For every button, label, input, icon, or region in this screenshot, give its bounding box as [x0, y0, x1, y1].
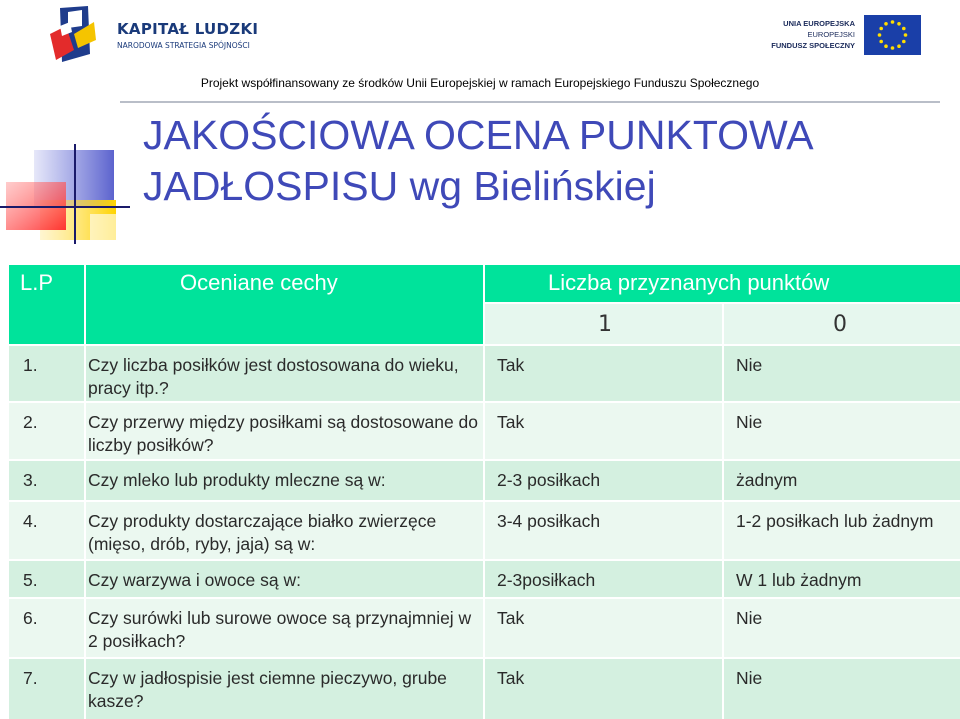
title-line-2: JADŁOSPISU wg Bielińskiej: [143, 163, 656, 209]
row-number: 2.: [9, 403, 84, 459]
header-divider: [120, 101, 940, 103]
row-number: 1.: [9, 346, 84, 401]
row-question: Czy w jadłospisie jest ciemne pieczywo, grube kasze?: [86, 659, 483, 719]
table-row: [9, 502, 960, 559]
row-number: 4.: [9, 502, 84, 559]
row-score-1: Tak: [485, 346, 722, 401]
row-number: 7.: [9, 659, 84, 719]
row-question: Czy warzywa i owoce są w:: [86, 561, 483, 597]
kapital-ludzki-title: KAPITAŁ LUDZKI: [117, 20, 259, 38]
row-score-0: 1-2 posiłkach lub żadnym: [724, 502, 960, 559]
kapital-ludzki-subtitle: NARODOWA STRATEGIA SPÓJNOŚCI: [117, 41, 250, 50]
table-row: [9, 346, 960, 401]
row-score-0: Nie: [724, 403, 960, 459]
header-score-1: 1: [485, 304, 722, 344]
table-row: [9, 599, 960, 657]
row-question: Czy surówki lub surowe owoce są przynajmniej w 2 posiłkach?: [86, 599, 483, 657]
eu-line-3: FUNDUSZ SPOŁECZNY: [771, 41, 855, 50]
eu-line-2: EUROPEJSKI: [807, 30, 855, 39]
row-score-1: 2-3posiłkach: [485, 561, 722, 597]
row-score-0: W 1 lub żadnym: [724, 561, 960, 597]
header-lp: L.P: [9, 265, 84, 344]
row-score-1: 2-3 posiłkach: [485, 461, 722, 500]
row-score-0: Nie: [724, 659, 960, 719]
table-row: [9, 659, 960, 719]
row-score-1: 3-4 posiłkach: [485, 502, 722, 559]
project-funding-line: Projekt współfinansowany ze środków Unii Europejskiej w ramach Europejskiego Funduszu Społecznego: [200, 76, 760, 90]
row-number: 3.: [9, 461, 84, 500]
table-row: [9, 561, 960, 597]
row-score-1: Tak: [485, 403, 722, 459]
header-cechy: Oceniane cechy: [86, 265, 483, 344]
page-title: [143, 110, 814, 212]
header-score-0: 0: [724, 304, 960, 344]
row-number: 5.: [9, 561, 84, 597]
row-score-0: żadnym: [724, 461, 960, 500]
row-score-1: Tak: [485, 599, 722, 657]
scoring-table: [9, 265, 960, 719]
row-question: Czy produkty dostarczające białko zwierzęce (mięso, drób, ryby, jaja) są w:: [86, 502, 483, 559]
row-score-1: Tak: [485, 659, 722, 719]
row-question: Czy liczba posiłków jest dostosowana do wieku, pracy itp.?: [86, 346, 483, 401]
eu-fund-text: [771, 18, 855, 51]
row-number: 6.: [9, 599, 84, 657]
table-row: [9, 403, 960, 459]
table-row: [9, 461, 960, 500]
row-score-0: Nie: [724, 599, 960, 657]
page-header: [0, 0, 960, 104]
eu-line-1: UNIA EUROPEJSKA: [783, 19, 855, 28]
row-score-0: Nie: [724, 346, 960, 401]
row-question: Czy mleko lub produkty mleczne są w:: [86, 461, 483, 500]
title-line-1: JAKOŚCIOWA OCENA PUNKTOWA: [143, 112, 814, 158]
row-question: Czy przerwy między posiłkami są dostosowane do liczby posiłków?: [86, 403, 483, 459]
kapital-ludzki-logo: [48, 4, 108, 66]
decorative-squares: [0, 104, 140, 254]
eu-flag-icon: [864, 15, 921, 55]
header-punkty: Liczba przyznanych punktów: [485, 265, 960, 302]
